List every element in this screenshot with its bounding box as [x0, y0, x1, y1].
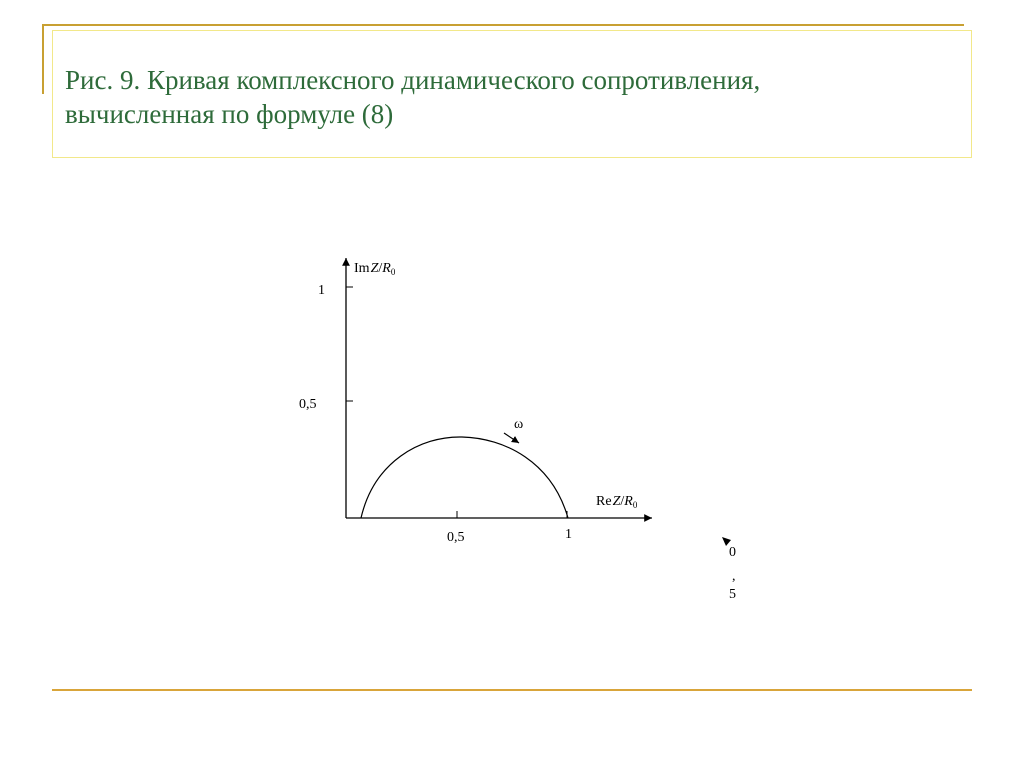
y-axis-label: ImZ/$R_0$ — [354, 261, 396, 277]
y-tick-label-1: 1 — [318, 283, 325, 298]
y-tick-label-0-5: 0,5 — [299, 397, 317, 412]
stray-glyph-comma: , — [732, 569, 736, 584]
omega-label: ω — [514, 417, 524, 432]
stray-glyph-5: 5 — [729, 587, 736, 602]
title-line-1: Рис. 9. Кривая комплексного динамического сопротивления, — [65, 65, 761, 95]
stray-glyph-0: 0 — [729, 545, 736, 560]
bottom-rule — [52, 689, 972, 691]
impedance-curve — [361, 437, 568, 518]
omega-arrow — [504, 433, 519, 443]
title-line-2: вычисленная по формуле (8) — [65, 99, 394, 129]
x-tick-label-0-5: 0,5 — [447, 530, 465, 545]
x-tick-label-1: 1 — [565, 527, 572, 542]
x-axis-label: ReZ/$R_0$ — [596, 494, 638, 510]
